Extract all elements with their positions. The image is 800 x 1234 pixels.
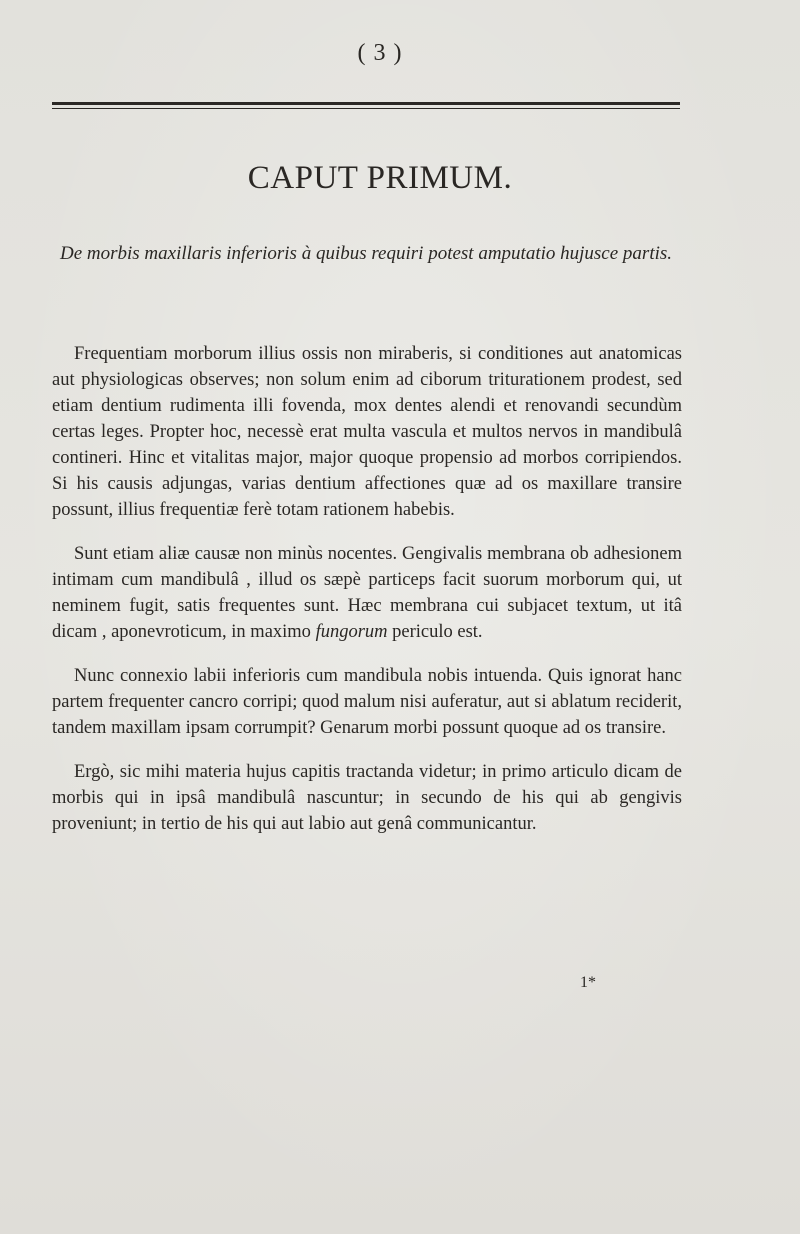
header-rule-thin bbox=[52, 108, 680, 109]
emphasis-text: fungorum bbox=[315, 622, 388, 642]
paragraph bbox=[52, 541, 682, 645]
header-rule-thick bbox=[52, 102, 680, 105]
signature-mark: 1* bbox=[580, 974, 596, 991]
body-text bbox=[52, 341, 682, 855]
paragraph: Ergò, sic mihi materia hujus capitis tractanda videtur; in primo articulo dicam de morbis qui in ipsâ mandibulâ nascuntur; in secundo de his qui ab gengivis proveniunt; in tertio de his qui aut labio aut genâ communicantur. bbox=[52, 762, 682, 834]
paragraph: Frequentiam morborum illius ossis non miraberis, si conditiones aut anatomicas aut physiologicas observes; non solum enim ad ciborum triturationem prodest, sed etiam dentium rudimenta illi fovenda, mox dentes alendi et renovandi secundùm certas leges. Propter hoc, necessè erat multa vascula et multos nervos in mandibulâ contineri. Hinc et vitalitas major, major quoque propensio ad morbos corripiendos. Si his causis adjungas, varias dentium affectiones quæ ad os maxillare transire possunt, illius frequentiæ ferè totam rationem habebis. bbox=[52, 344, 682, 520]
chapter-subtitle: De morbis maxillaris inferioris à quibus requiri potest amputatio hujusce partis. bbox=[59, 243, 673, 264]
paragraph: Nunc connexio labii inferioris cum mandibula nobis intuenda. Quis ignorat hanc partem frequenter cancro corripi; quod malum nisi auferatur, aut si ablatum reciderit, tandem maxillam ipsam corrumpit? Genarum morbi possunt quoque ad os transire. bbox=[52, 666, 682, 738]
paragraph-text: periculo est. bbox=[387, 622, 483, 642]
page-number: ( 3 ) bbox=[357, 40, 403, 66]
chapter-title: CAPUT PRIMUM. bbox=[247, 160, 513, 196]
paragraph-text: Sunt etiam aliæ causæ non minùs nocentes. Gengivalis membrana ob adhesionem intimam cum mandibulâ , illud os sæpè particeps facit suorum morborum qui, ut neminem fugit, satis frequentes sunt. Hæc membrana cui subjacet textum, ut itâ dicam , aponevroticum, in maximo bbox=[52, 544, 682, 642]
